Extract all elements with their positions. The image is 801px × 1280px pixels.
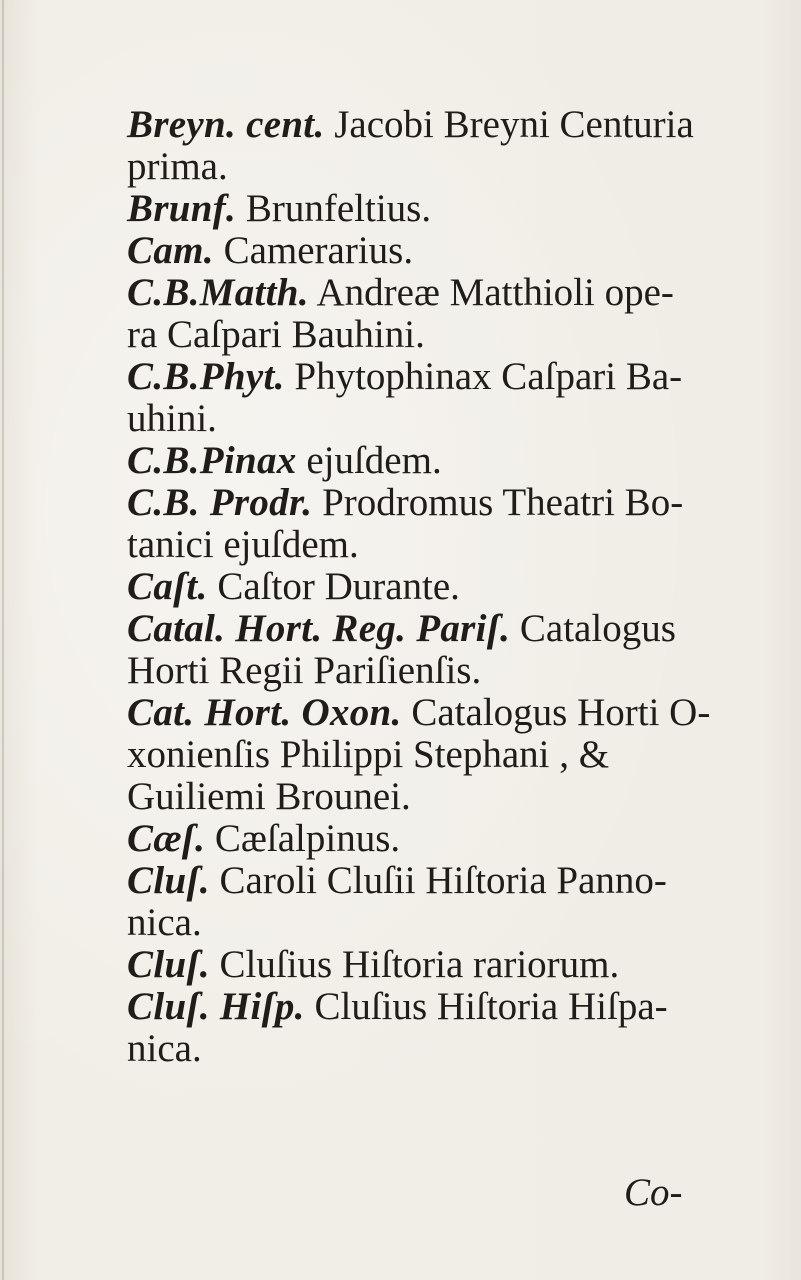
list-item <box>127 860 787 944</box>
entry-abbreviation: C.B.Matth. <box>127 271 309 314</box>
entry-abbreviation: Cluſ. <box>127 943 210 986</box>
entry-text: prima. <box>127 145 228 188</box>
entry-text: Caroli Cluſii Hiſtoria Panno- <box>219 859 667 902</box>
entry-text: xonienſis Philippi Stephani , & <box>127 733 610 776</box>
entry-text: Camerarius. <box>223 229 414 272</box>
entry-text: ejuſdem. <box>306 439 442 482</box>
entry-text: Cluſius Hiſtoria rariorum. <box>219 943 620 986</box>
entry-abbreviation: Cluſ. <box>127 859 210 902</box>
entry-text: Catalogus <box>519 607 676 650</box>
list-item <box>127 944 787 986</box>
entry-text: Catalogus Horti O- <box>411 691 711 734</box>
entry-abbreviation: Cam. <box>127 229 214 272</box>
list-item <box>127 356 787 440</box>
entry-text: nica. <box>127 1027 202 1070</box>
catchword: Co- <box>624 1171 683 1214</box>
entry-text: nica. <box>127 901 202 944</box>
list-item <box>127 188 787 230</box>
entry-text: Horti Regii Pariſienſis. <box>127 649 482 692</box>
entry-abbreviation: Cæſ. <box>127 817 206 860</box>
list-item <box>127 692 787 818</box>
list-item <box>127 986 787 1070</box>
page-edge <box>2 0 4 1280</box>
entry-abbreviation: Cluſ. Hiſp. <box>127 985 305 1028</box>
entry-text: Jacobi Breyni Centuria <box>334 103 694 146</box>
entry-text: Cluſius Hiſtoria Hiſpa- <box>314 985 668 1028</box>
entry-text: uhini. <box>127 397 217 440</box>
entry-abbreviation: C.B. Prodr. <box>127 481 313 524</box>
list-item <box>127 230 787 272</box>
entry-text: Caſtor Durante. <box>217 565 460 608</box>
entry-abbreviation: C.B.Phyt. <box>127 355 285 398</box>
list-item <box>127 566 787 608</box>
entry-text: Cæſalpinus. <box>214 817 401 860</box>
entry-abbreviation: Breyn. cent. <box>127 103 325 146</box>
list-item <box>127 272 787 356</box>
entry-abbreviation: Cat. Hort. Oxon. <box>127 691 402 734</box>
list-item <box>127 608 787 692</box>
entry-text: Andreæ Matthioli ope- <box>316 271 674 314</box>
entry-text: tanici ejuſdem. <box>127 523 359 566</box>
entry-text: ra Caſpari Bauhini. <box>127 313 425 356</box>
abbreviation-list <box>127 104 787 1070</box>
list-item <box>127 104 787 188</box>
entry-abbreviation: C.B.Pinax <box>127 439 297 482</box>
entry-text: Brunfeltius. <box>245 187 432 230</box>
entry-text: Prodromus Theatri Bo- <box>322 481 684 524</box>
entry-abbreviation: Brunf. <box>127 187 237 230</box>
list-item <box>127 818 787 860</box>
list-item <box>127 482 787 566</box>
list-item <box>127 440 787 482</box>
entry-text: Phytophinax Caſpari Ba- <box>294 355 683 398</box>
entry-abbreviation: Catal. Hort. Reg. Pariſ. <box>127 607 511 650</box>
entry-text: Guiliemi Brounei. <box>127 775 411 818</box>
entry-abbreviation: Caſt. <box>127 565 208 608</box>
